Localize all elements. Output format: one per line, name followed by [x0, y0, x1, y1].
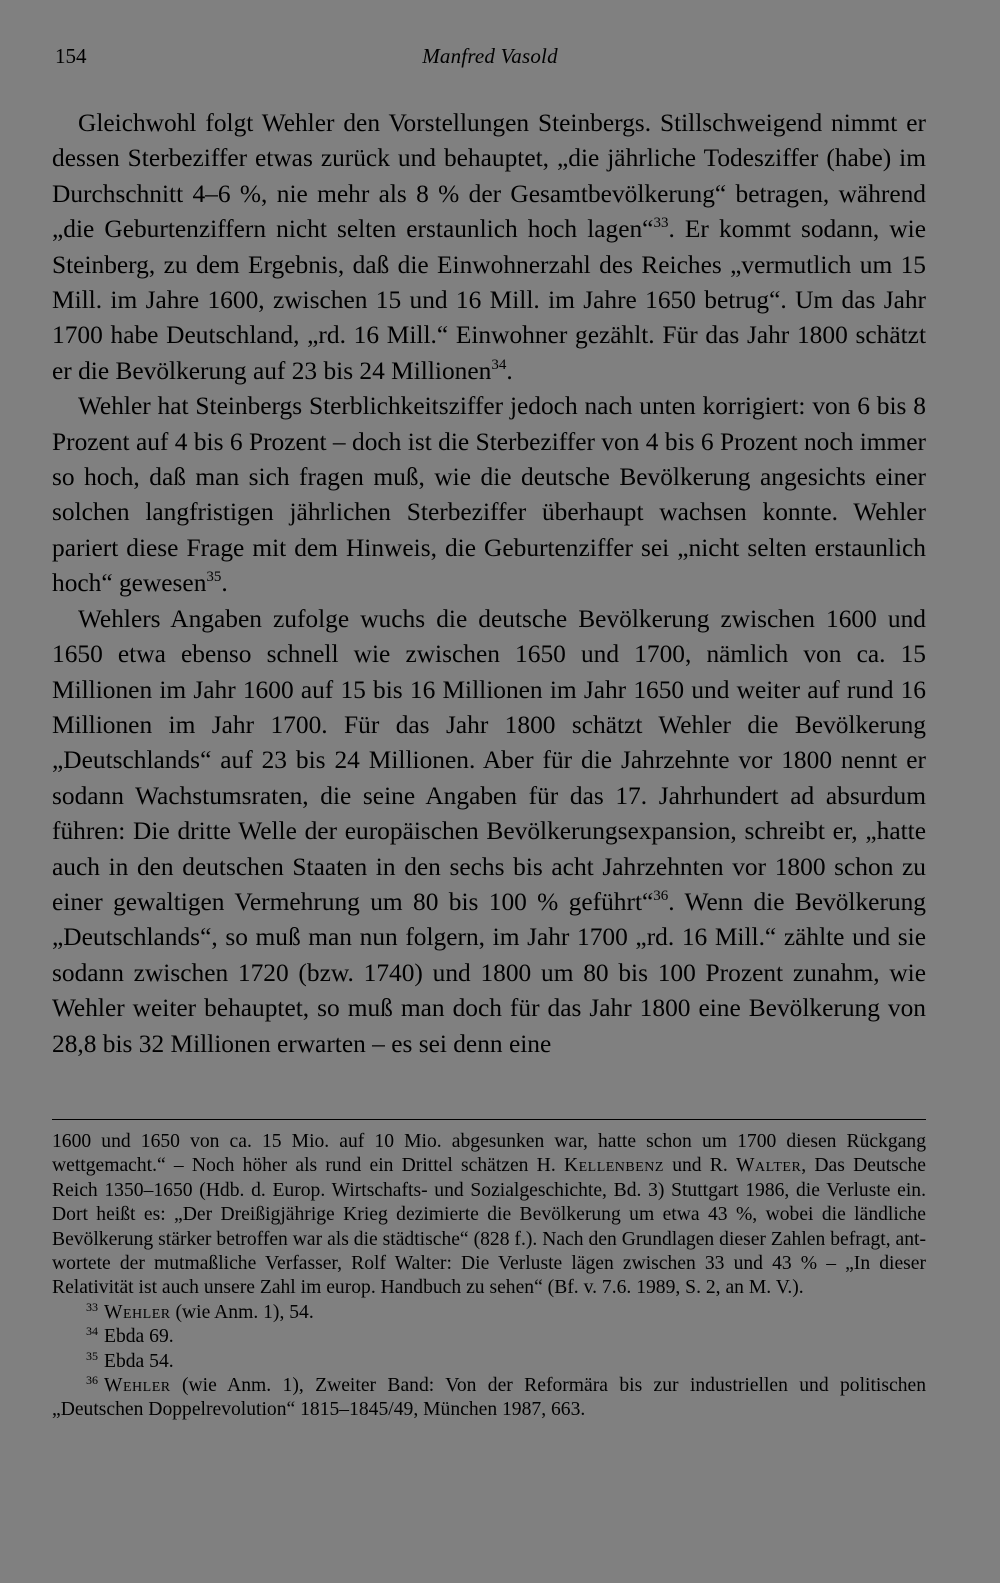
text-run: , Das Deutsche Reich 1350–1650 (Hdb. d. Europ. Wirtschafts- und Sozialgeschichte, Bd. 3) Stuttgart 1986, die Verluste ein. Dort heißt es: „Der Dreißigjährige Krieg dezimierte die Bevölkerung um etwa 43 %, wobei die ländliche Bevölkerung stärker betroffen war als die städtische“ (828 f.). Nach den Grundlagen dieser Zahlen befragt, antwortete der mutmaßliche Verfasser, Rolf Walter: Die Verluste lägen zwischen 33 und 43 % – „In dieser Relativität ist auch unsere Zahl im europ. Handbuch zu sehen“ (Bf. v. 7.6. 1989, S. 2, an M. V.). — [52, 1155, 926, 1299]
text-run: 1600 und 1650 von ca. 15 Mio. auf 10 Mio. abgesunken war, hatte schon um 1700 diesen Rückgang wettgemacht.“ – Noch höher als rund ein Drittel schätzen H. — [52, 1131, 926, 1177]
text-run: Gleichwohl folgt Wehler den Vorstellungen Steinbergs. Stillschweigend nimmt er dessen Sterbeziffer etwas zurück und behauptet, „die jährliche Todesziffer (habe) im Durchschnitt 4–6 %, nie mehr als 8 % der Gesamtbevölkerung“ betragen, während „die Geburtenziffern nicht selten erstaunlich hoch lagen“ — [52, 109, 926, 244]
running-title: Manfred Vasold — [422, 44, 558, 68]
footnote-number: 35 — [86, 1348, 98, 1363]
text-run: Ebda 54. — [104, 1350, 174, 1372]
text-run: . — [221, 569, 228, 598]
footnote-36 — [52, 1374, 926, 1423]
footnote-number: 36 — [86, 1373, 98, 1388]
footnote-ref: 35 — [206, 569, 222, 586]
footnote-separator — [52, 1119, 926, 1120]
author-name: Walter — [735, 1155, 802, 1177]
footnote-35 — [52, 1350, 926, 1374]
footnote-ref: 34 — [491, 356, 507, 373]
author-name: Kellenbenz — [563, 1155, 664, 1177]
main-text — [52, 106, 926, 1062]
footnote-33 — [52, 1301, 926, 1325]
author-name: Wehler — [104, 1301, 171, 1323]
text-run: Wehler hat Steinbergs Sterblichkeitsziffer jedoch nach unten korrigiert: von 6 bis 8 Prozent auf 4 bis 6 Prozent – doch ist die Sterbeziffer von 4 bis 6 Prozent noch immer so hoch, daß man sich fragen muß, wie die deutsche Bevölkerung angesichts einer solchen langfristigen jährlichen Sterbeziffer überhaupt wachsen konnte. Wehler pariert diese Frage mit dem Hinweis, die Geburtenziffer sei „nicht selten erstaunlich hoch“ gewesen — [52, 392, 926, 598]
text-run: (wie Anm. 1), 54. — [170, 1301, 314, 1323]
paragraph — [52, 602, 926, 1062]
footnote-number: 33 — [86, 1299, 98, 1314]
text-run: . Wenn die Bevölkerung „Deutschlands“, so muß man nun folgern, im Jahr 1700 „rd. 16 Mill.“ zählte und sie sodann zwischen 1720 (bzw. 1740) und 1800 um 80 bis 100 Prozent zunahm, wie Wehler weiter behauptet, so muß man doch für das Jahr 1800 eine Bevölkerung von 28,8 bis 32 Millionen erwarten – es sei denn eine — [52, 887, 926, 1058]
page-number: 154 — [55, 44, 87, 68]
text-run: (wie Anm. 1), Zweiter Band: Von der Reformära bis zur industriellen und politischen „Deutschen Doppelrevolution“ 1815–1845/49, München 1987, 663. — [52, 1375, 926, 1421]
paragraph — [52, 106, 926, 389]
footnote-34 — [52, 1325, 926, 1349]
text-run: Wehlers Angaben zufolge wuchs die deutsche Bevölkerung zwischen 1600 und 1650 etwa ebenso schnell wie zwischen 1650 und 1700, nämlich von ca. 15 Millionen im Jahr 1600 auf 15 bis 16 Millionen im Jahr 1650 und weiter auf rund 16 Millionen im Jahr 1700. Für das Jahr 1800 schätzt Wehler die Bevölkerung „Deutschlands“ auf 23 bis 24 Millionen. Aber für die Jahrzehnte vor 1800 nennt er sodann Wachstumsraten, die seine Angaben für das 17. Jahrhundert ad absurdum führen: Die dritte Welle der europäischen Bevölkerungsexpansion, schreibt er, „hatte auch in den deutschen Staaten in den sechs bis acht Jahrzehnten vor 1800 schon zu einer gewaltigen Vermehrung um 80 bis 100 % geführt“ — [52, 604, 926, 916]
paragraph — [52, 389, 926, 601]
text-run: . — [506, 356, 513, 385]
footnote-continued — [52, 1130, 926, 1301]
footnotes — [52, 1130, 926, 1423]
text-run: und R. — [663, 1155, 736, 1177]
page-header — [55, 44, 925, 74]
text-run: Ebda 69. — [104, 1326, 174, 1348]
footnote-ref: 33 — [653, 215, 669, 232]
footnote-number: 34 — [86, 1324, 98, 1339]
text-run: . Er kommt sodann, wie Steinberg, zu dem Ergebnis, daß die Einwohnerzahl des Reiches „vermutlich um 15 Mill. im Jahre 1600, zwischen 15 und 16 Mill. im Jahre 1650 betrug“. Um das Jahr 1700 habe Deutschland, „rd. 16 Mill.“ Einwohner gezählt. Für das Jahr 1800 schätzt er die Bevölkerung auf 23 bis 24 Millionen — [52, 215, 926, 385]
author-name: Wehler — [104, 1375, 171, 1397]
footnote-ref: 36 — [653, 887, 669, 904]
